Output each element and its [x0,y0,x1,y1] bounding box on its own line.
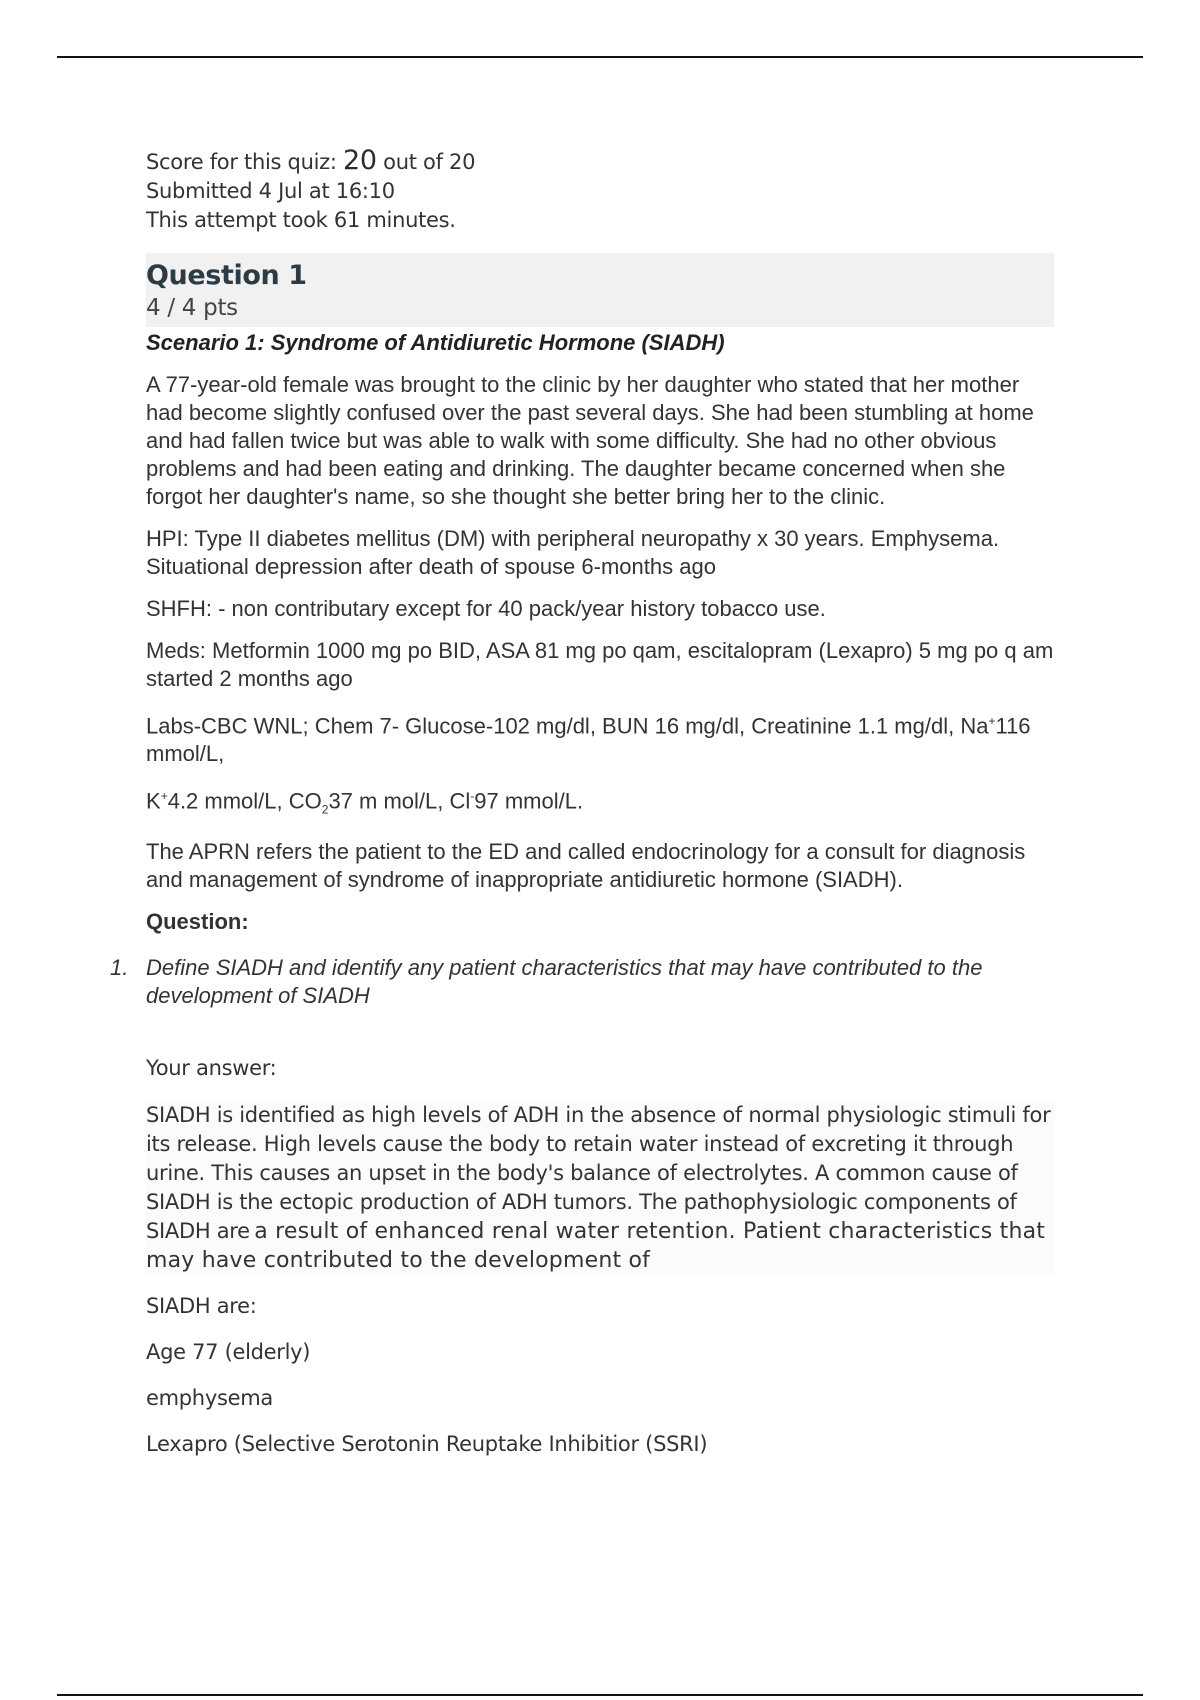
answer-body [146,1101,1054,1275]
question-list-item [110,954,1054,1010]
hpi-text: HPI: Type II diabetes mellitus (DM) with peripheral neuropathy x 30 years. Emphysema. Situational depression after death of spouse 6-months ago [146,526,1000,579]
question-label: Question: [146,909,249,935]
submitted-time: Submitted 4 Jul at 16:10 [146,179,395,203]
answer-text-a: SIADH is identified as high levels of ADH in the absence of normal physiologic stimuli for its release. High levels cause the body to retain water instead of excreting it through urine. This causes an upset in the body's balance of electrolytes. A common cause of SIADH is the ectopic production of ADH tumors. The pathophysiologic components of SIADH are [146,1103,1051,1244]
your-answer-label: Your answer: [146,1056,277,1081]
list-text: Define SIADH and identify any patient characteristics that may have contributed to the development of SIADH [146,955,983,1009]
siadh-are-label: SIADH are: [146,1294,257,1319]
score-label: Score for this quiz: [146,150,337,174]
shfh-text: SHFH: - non contributary except for 40 pack/year history tobacco use. [146,596,826,621]
factor-item: Lexapro (Selective Serotonin Reuptake Inhibitior (SSRI) [146,1432,708,1457]
labs-cl-text: 37 m mol/L, Cl [328,788,471,814]
meds-text: Meds: Metformin 1000 mg po BID, ASA 81 mg po qam, escitalopram (Lexapro) 5 mg po q am started 2 months ago [146,638,1054,691]
score-suffix: out of 20 [383,150,476,174]
potassium-sign: + [160,789,168,804]
factor-item: Age 77 (elderly) [146,1340,311,1365]
bottom-rule [57,1694,1143,1696]
answer-text-b: a result of enhanced renal water retention. Patient characteristics that may have contributed to the development of [146,1219,1046,1274]
labs-part-a: Labs-CBC WNL; Chem 7- Glucose-102 mg/dl, BUN 16 mg/dl, Creatinine 1.1 mg/dl, Na [146,713,989,739]
scenario-title: Scenario 1: Syndrome of Antidiuretic Hormone (SIADH) [146,330,725,355]
chloride-sign: - [470,789,475,804]
quiz-result-content [110,145,1054,1459]
attempt-duration: This attempt took 61 minutes. [146,208,456,232]
labs-electrolytes [146,782,1054,824]
factor-item: emphysema [146,1386,273,1411]
scenario-description: A 77-year-old female was brought to the clinic by her daughter who stated that her mother had become slightly confused over the past several days. She had been stumbling at home and had fallen twice but was able to walk with some difficulty. She had no other obvious problems and had been eating and drinking. The daughter became concerned when she forgot her daughter's name, so she thought she better bring her to the clinic. [146,372,1034,509]
quiz-summary [146,146,1054,235]
question-header [146,253,1054,327]
score-line [146,146,1054,177]
potassium-symbol: K [146,788,161,814]
co2-subscript: 2 [321,803,329,818]
referral-text: The APRN refers the patient to the ED and called endocrinology for a consult for diagnosis and management of syndrome of inappropriate antidiuretic hormone (SIADH). [146,839,1026,893]
labs-text [146,707,1054,768]
question-points: 4 / 4 pts [146,295,238,321]
list-number: 1. [110,955,129,981]
labs-co2-text: 4.2 mmol/L, CO [167,788,322,814]
labs-part-b: 116 mmol/L, [146,713,1031,767]
sodium-sign: + [988,714,996,728]
top-rule [57,56,1143,58]
labs-cl-value: 97 mmol/L. [474,788,584,814]
score-value: 20 [343,145,377,176]
question-title: Question 1 [146,260,307,291]
